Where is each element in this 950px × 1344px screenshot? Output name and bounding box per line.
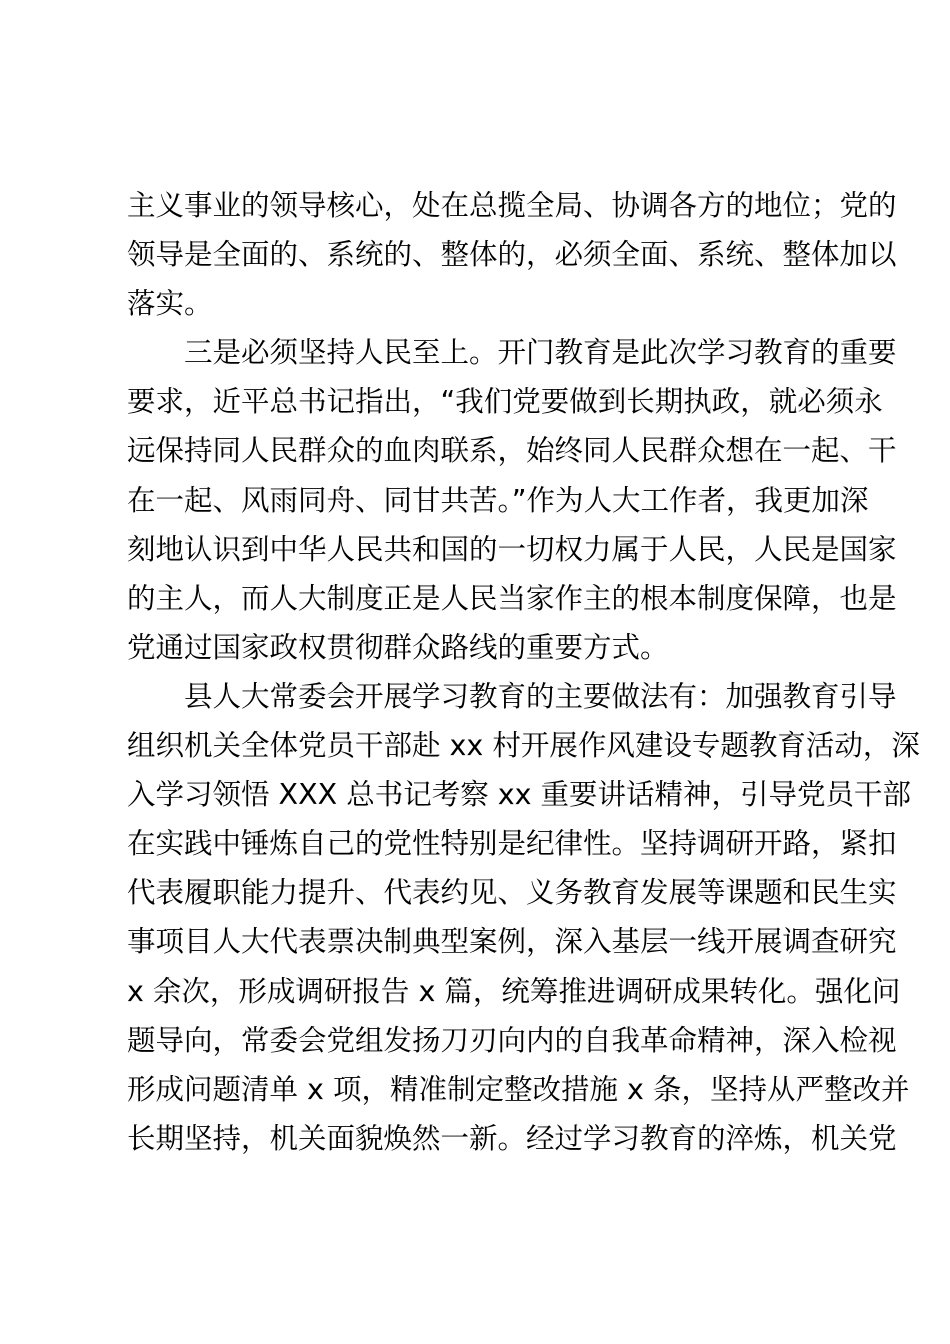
text-line: 代表履职能力提升、代表约见、义务教育发展等课题和民生实 [127,876,897,910]
text-line: 组织机关全体党员干部赴 xx 村开展作风建设专题教育活动，深 [127,729,920,763]
text-line: 远保持同人民群众的血肉联系，始终同人民群众想在一起、干 [127,434,897,468]
text-line: 主义事业的领导核心，处在总揽全局、协调各方的地位；党的 [127,189,897,222]
text-line: 领导是全面的、系统的、整体的，必须全面、系统、整体加以 [127,238,897,272]
text-line: x 余次，形成调研报告 x 篇，统筹推进调研成果转化。强化问 [127,974,901,1008]
paragraph-practices [127,672,920,1163]
text-line: 题导向，常委会党组发扬刀刃向内的自我革命精神，深入检视 [127,1023,897,1057]
text-line: 落实。 [127,287,213,321]
text-line: 入学习领悟 XXX 总书记考察 xx 重要讲话精神，引导党员干部 [127,778,912,812]
text-line: 的主人，而人大制度正是人民当家作主的根本制度保障，也是 [127,581,897,615]
text-line: 党通过国家政权贯彻群众路线的重要方式。 [127,630,669,664]
text-line: 要求，近平总书记指出，“我们党要做到长期执政，就必须永 [127,385,883,419]
text-line: 在实践中锤炼自己的党性特别是纪律性。坚持调研开路，紧扣 [127,827,897,861]
text-line: 在一起、风雨同舟、同甘共苦。”作为人大工作者，我更加深 [127,483,869,517]
text-line: 长期坚持，机关面貌焕然一新。经过学习教育的淬炼，机关党 [127,1121,897,1155]
text-line-first: 县人大常委会开展学习教育的主要做法有：加强教育引导 [184,679,897,713]
paragraph-people-first [127,328,897,672]
text-line: 形成问题清单 x 项，精准制定整改措施 x 条，坚持从严整改并 [127,1072,910,1106]
paragraph-leadership [127,181,897,328]
text-line: 刻地认识到中华人民共和国的一切权力属于人民，人民是国家 [127,532,897,566]
text-line: 事项目人大代表票决制典型案例，深入基层一线开展调查研究 [127,925,897,959]
text-line-first: 三是必须坚持人民至上。开门教育是此次学习教育的重要 [184,336,897,370]
document-body [127,181,920,1163]
